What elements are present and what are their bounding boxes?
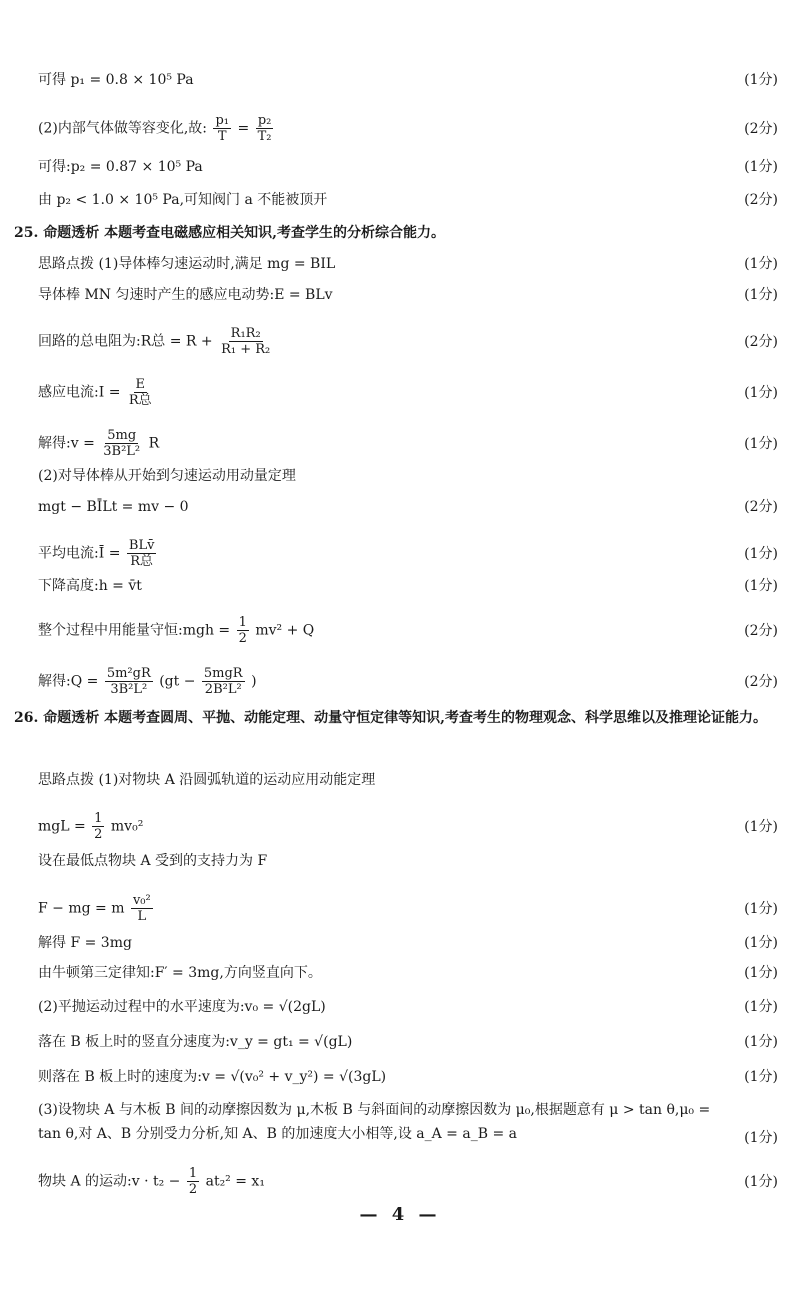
line-18: [38, 771, 778, 789]
line-text: 落在 B 板上时的竖直分速度为:v_y = gt₁ = √(gL): [38, 1034, 353, 1050]
line-text: 整个过程中用能量守恒:mgh =: [38, 622, 231, 639]
score: (1分): [744, 900, 778, 917]
denominator: 3B²L²: [103, 444, 141, 459]
line-13: [38, 538, 778, 569]
denominator: 2: [94, 827, 103, 842]
line-text: 则落在 B 板上时的速度为:v = √(v₀² + v_y²) = √(3gL): [38, 1069, 387, 1085]
section-25-title: [14, 224, 778, 242]
line-text: 由牛顿第三定律知:F′ = 3mg,方向竖直向下。: [38, 965, 322, 981]
line-text: (3)设物块 A 与木板 B 间的动摩擦因数为 μ,木板 B 与斜面间的动摩擦因数为 μ₀,根据题意有 μ > tan θ,μ₀ = tan θ,对 A、B 分别受力分析,知 A、B 的加速度大小相等,设 a_A = a_B = a: [38, 1102, 711, 1142]
fraction: [92, 811, 104, 842]
score: (1分): [744, 435, 778, 452]
line-24: [38, 998, 778, 1016]
fraction: [105, 666, 153, 697]
line-25: [38, 1033, 778, 1051]
line-text: 物块 A 的运动:v · t₂ −: [38, 1173, 181, 1190]
numerator: p₂: [257, 113, 272, 128]
score: (1分): [744, 999, 778, 1015]
line-text: (2)平抛运动过程中的水平速度为:v₀ = √(2gL): [38, 999, 326, 1015]
score: (2分): [744, 673, 778, 690]
score: (1分): [744, 965, 778, 981]
equals-sign: =: [237, 120, 250, 137]
line-11: [38, 467, 778, 485]
line-20: [38, 852, 778, 870]
line-21: [38, 893, 778, 924]
denominator: R₁ + R₂: [221, 342, 271, 357]
score: (1分): [744, 384, 778, 401]
line-15: [38, 615, 778, 646]
line-text: 可得 p₁ = 0.8 × 10⁵ Pa: [38, 72, 194, 88]
score: (2分): [744, 192, 778, 208]
line-text: F − mg = m: [38, 900, 125, 917]
score: (1分): [744, 818, 778, 835]
numerator: E: [135, 377, 146, 392]
page-number: — 4 —: [359, 1204, 441, 1225]
section-26-title: [14, 706, 778, 730]
line-19: [38, 811, 778, 842]
numerator: 1: [188, 1166, 198, 1181]
numerator: 1: [94, 811, 103, 826]
line-28: [38, 1166, 778, 1197]
denominator: 3B²L²: [110, 682, 148, 697]
line-12: [38, 498, 778, 516]
line-10: [38, 428, 778, 459]
line-16: [38, 666, 778, 697]
line-text: 由 p₂ < 1.0 × 10⁵ Pa,可知阀门 a 不能被顶开: [38, 192, 328, 208]
line-3: [38, 158, 778, 176]
denominator: T₂: [257, 129, 272, 144]
fraction: [131, 893, 153, 924]
line-text: 解得:Q =: [38, 673, 99, 690]
line-text: 设在最低点物块 A 受到的支持力为 F: [38, 853, 268, 869]
score: (2分): [744, 333, 778, 350]
fraction: [237, 615, 249, 646]
line-27-score: [38, 1128, 778, 1148]
numerator: 5mgR: [203, 666, 243, 681]
score: (2分): [744, 622, 778, 639]
score: (1分): [744, 1034, 778, 1050]
fraction: [127, 377, 154, 408]
line-tail: R: [148, 435, 160, 452]
line-23: [38, 964, 778, 982]
fraction: [187, 1166, 199, 1197]
line-7: [38, 286, 778, 304]
score: (1分): [744, 545, 778, 562]
line-2: [38, 113, 778, 144]
line-text: 回路的总电阻为:R总 = R +: [38, 333, 213, 350]
line-text: 平均电流:Ī =: [38, 545, 121, 562]
line-tail: mv² + Q: [255, 622, 315, 639]
denominator: T: [217, 129, 227, 144]
fraction: [219, 326, 272, 357]
numerator: 1: [238, 615, 247, 630]
line-text: 可得:p₂ = 0.87 × 10⁵ Pa: [38, 159, 203, 175]
line-8: [38, 326, 778, 357]
line-text: 思路点拨 (1)导体棒匀速运动时,满足 mg = BIL: [38, 256, 336, 272]
line-14: [38, 577, 778, 595]
line-4: [38, 191, 778, 209]
fraction: [202, 666, 245, 697]
numerator: 5m²gR: [106, 666, 151, 681]
score: (1分): [744, 1130, 778, 1146]
line-tail: at₂² = x₁: [205, 1173, 265, 1190]
line-text: 思路点拨 (1)对物块 A 沿圆弧轨道的运动应用动能定理: [38, 772, 376, 788]
numerator: BLv̄: [128, 538, 155, 553]
score: (1分): [744, 578, 778, 594]
line-text: 感应电流:I =: [38, 384, 121, 401]
numerator: 5mg: [107, 428, 137, 443]
line-tail-end: ): [251, 673, 257, 690]
score: (1分): [744, 256, 778, 272]
line-text: mgL =: [38, 818, 86, 835]
denominator: 2B²L²: [204, 682, 242, 697]
fraction: [127, 538, 157, 569]
numerator: R₁R₂: [230, 326, 261, 341]
score: (1分): [744, 1069, 778, 1085]
score: (2分): [744, 499, 778, 515]
line-6: [38, 255, 778, 273]
line-text: mgt − BĪLt = mv − 0: [38, 499, 189, 515]
line-text: 25. 命题透析 本题考查电磁感应相关知识,考查学生的分析综合能力。: [14, 225, 445, 241]
numerator: p₁: [215, 113, 229, 128]
denominator: 2: [188, 1182, 198, 1197]
score: (1分): [744, 72, 778, 88]
line-9: [38, 377, 778, 408]
score: (1分): [744, 1173, 778, 1190]
line-text: 下降高度:h = v̄t: [38, 578, 142, 594]
line-text: 解得 F = 3mg: [38, 935, 132, 951]
line-tail: (gt −: [159, 673, 196, 690]
denominator: R总: [128, 393, 152, 408]
fraction: [101, 428, 142, 459]
line-text: (2)对导体棒从开始到匀速运动用动量定理: [38, 468, 296, 484]
denominator: R总: [130, 554, 154, 569]
line-1: [38, 71, 778, 89]
line-26: [38, 1068, 778, 1086]
denominator: 2: [238, 631, 247, 646]
denominator: L: [137, 909, 147, 924]
line-tail: mv₀²: [110, 818, 144, 835]
score: (2分): [744, 120, 778, 137]
score: (1分): [744, 935, 778, 951]
line-text: (2)内部气体做等容变化,故:: [38, 120, 207, 137]
numerator: v₀²: [132, 893, 151, 908]
line-22: [38, 934, 778, 952]
fraction: [213, 113, 231, 144]
line-text: 导体棒 MN 匀速时产生的感应电动势:E = BLv: [38, 287, 333, 303]
line-text: 解得:v =: [38, 435, 95, 452]
score: (1分): [744, 287, 778, 303]
line-text: 26. 命题透析 本题考查圆周、平抛、动能定理、动量守恒定律等知识,考查考生的物理观念、科学思维以及推理论证能力。: [14, 710, 767, 726]
fraction: [256, 113, 274, 144]
score: (1分): [744, 159, 778, 175]
